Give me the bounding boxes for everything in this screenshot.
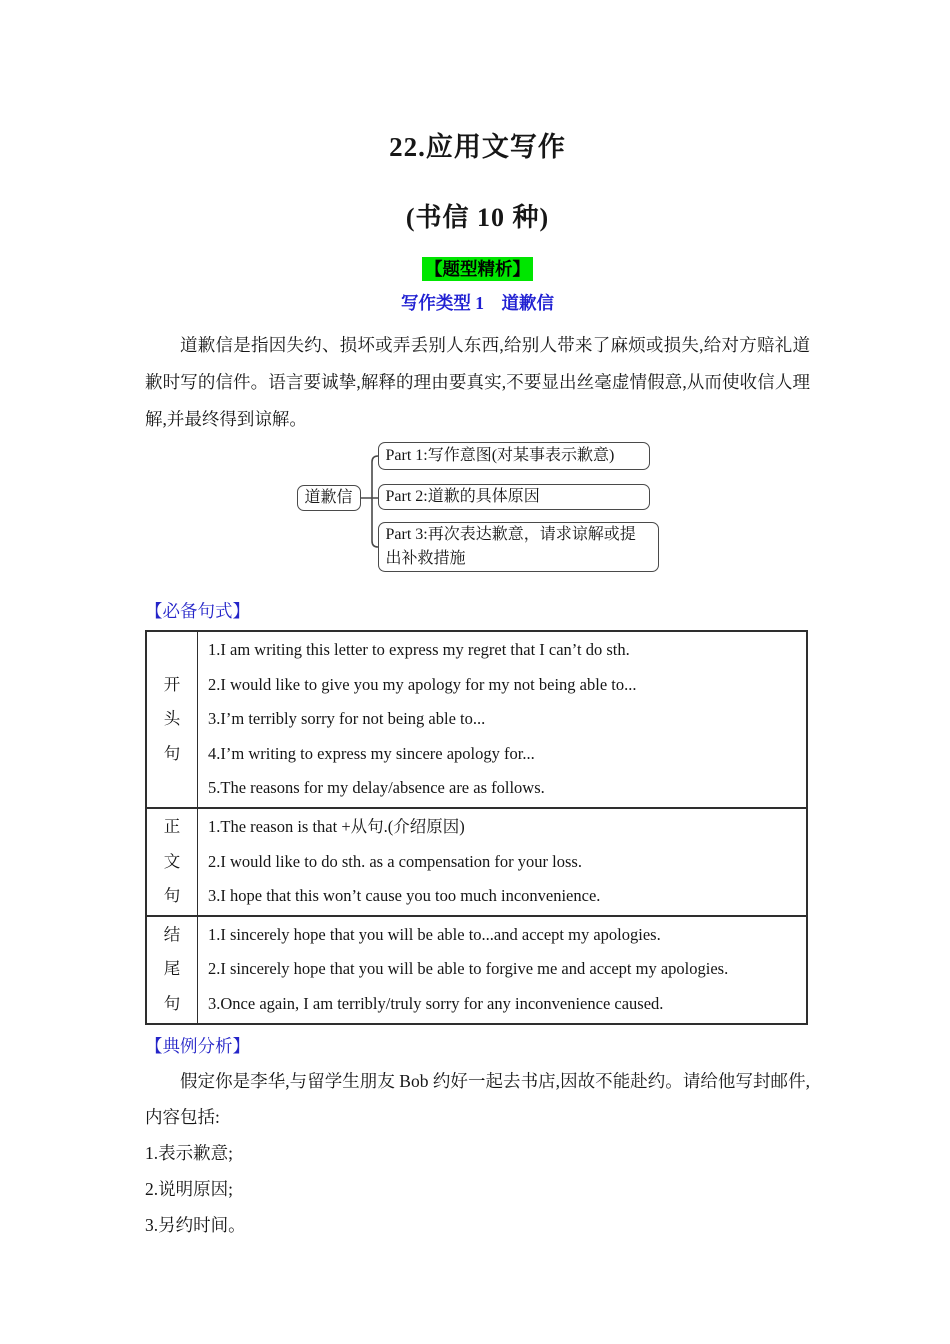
label-char: 正 (163, 816, 181, 836)
example-prompt-paragraph: 假定你是李华,与留学生朋友 Bob 约好一起去书店,因故不能赴约。请给他写封邮件,内容包括: (145, 1070, 810, 1127)
row-label-chars (147, 810, 197, 914)
sentence-line: 3.I’m terribly sorry for not being able to... (208, 709, 486, 729)
row-sentences-body (198, 808, 808, 916)
row-label-chars (147, 668, 197, 772)
example-analysis-heading: 【典例分析】 (145, 1035, 250, 1056)
label-char: 句 (163, 993, 181, 1013)
sentence-line: 3.I hope that this won’t cause you too much inconvenience. (208, 886, 601, 906)
label-char: 尾 (163, 959, 181, 979)
row-label-closing (146, 916, 198, 1024)
row-label-body (146, 808, 198, 916)
sentence-line: 1.The reason is that +从句.(介绍原因) (208, 816, 465, 836)
sentence-patterns-heading: 【必备句式】 (145, 601, 250, 621)
label-char: 句 (163, 886, 181, 906)
table-row-body (146, 808, 807, 916)
sentence-line: 1.I am writing this letter to express my regret that I can’t do sth. (208, 640, 630, 659)
diagram-part3-node: Part 3:再次表达歉意，请求谅解或提出补救措施 (378, 522, 659, 572)
row-sentences-closing (198, 916, 808, 1024)
page-title: 22.应用文写作 (389, 132, 566, 162)
sentence-line: 4.I’m writing to express my sincere apology for... (208, 743, 535, 763)
sentence-line: 2.I sincerely hope that you will be able to forgive me and accept my apologies. (208, 959, 729, 979)
label-char: 文 (163, 851, 181, 871)
table-row-opening (146, 631, 807, 808)
label-char: 开 (163, 674, 181, 694)
sentence-line: 1.I sincerely hope that you will be able to...and accept my apologies. (208, 924, 661, 944)
sentence-patterns-table (145, 630, 808, 1025)
sentence-line: 5.The reasons for my delay/absence are as follows. (208, 778, 545, 798)
row-label-chars (147, 918, 197, 1022)
apology-letter-structure-diagram (297, 440, 659, 572)
intro-paragraph: 道歉信是指因失约、损坏或弄丢别人东西,给别人带来了麻烦或损失,给对方赔礼道歉时写的信件。语言要诚挚,解释的理由要真实,不要显出丝毫虚情假意,从而使收信人理解,并最终得到谅解。 (145, 335, 810, 429)
table-row-closing (146, 916, 807, 1024)
writing-type-heading: 写作类型 1 道歉信 (400, 293, 555, 313)
example-point-2: 2.说明原因; (145, 1178, 233, 1199)
sentence-line: 2.I would like to do sth. as a compensation for your loss. (208, 851, 582, 871)
example-point-3: 3.另约时间。 (145, 1214, 246, 1235)
badge-row (145, 257, 810, 281)
row-label-opening (146, 631, 198, 808)
example-point-1: 1.表示歉意; (145, 1142, 233, 1163)
section-badge: 【题型精析】 (422, 257, 533, 281)
sentence-line: 2.I would like to give you my apology for my not being able to... (208, 674, 637, 694)
diagram-root-node: 道歉信 (297, 485, 361, 511)
label-char: 句 (163, 743, 181, 763)
row-sentences-opening (198, 631, 808, 808)
label-char: 头 (163, 709, 181, 729)
sentence-line: 3.Once again, I am terribly/truly sorry for any inconvenience caused. (208, 993, 664, 1013)
label-char: 结 (163, 924, 181, 944)
page-subtitle: (书信 10 种) (405, 203, 550, 232)
diagram-part1-node: Part 1:写作意图(对某事表示歉意) (378, 442, 650, 470)
diagram-part2-node: Part 2:道歉的具体原因 (378, 484, 650, 510)
